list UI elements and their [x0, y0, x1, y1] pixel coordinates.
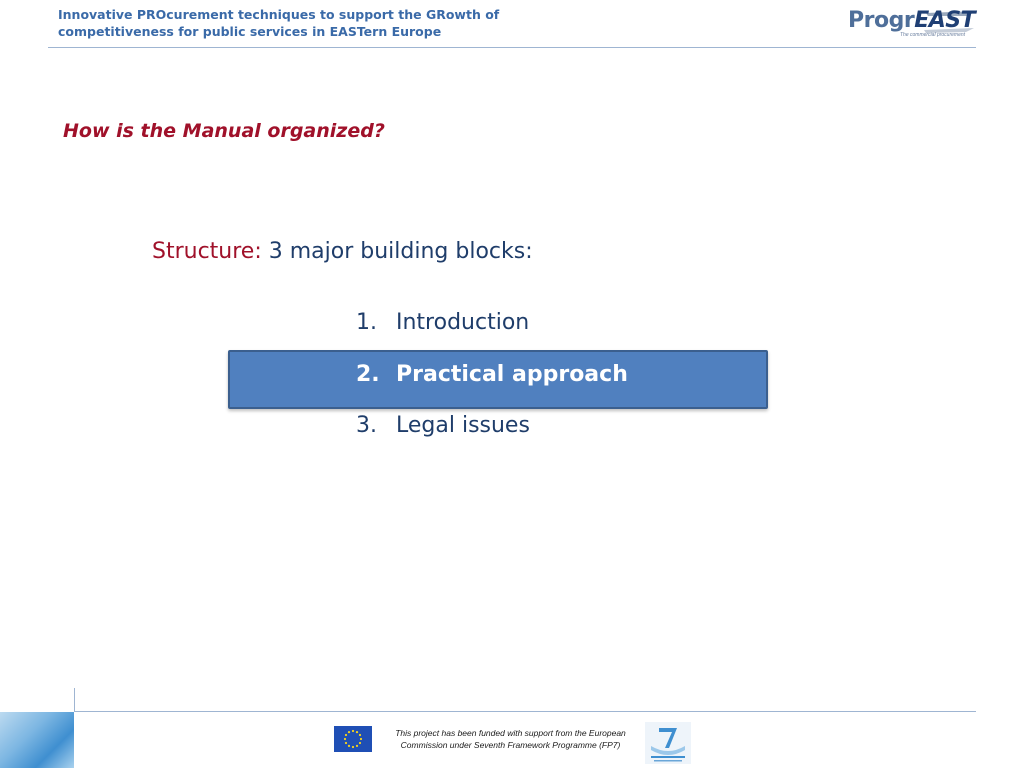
list-item-label: Legal issues — [396, 413, 530, 438]
project-title — [58, 6, 538, 40]
list-item-practical-approach — [356, 362, 628, 387]
logo-wordmark — [848, 8, 975, 33]
list-item-number: 1. — [356, 310, 377, 335]
list-item-legal-issues — [356, 413, 530, 438]
eu-flag-icon — [334, 726, 372, 752]
list-item-number: 3. — [356, 413, 377, 438]
funding-notice-line2: Commission under Seventh Framework Programme (FP7) — [400, 740, 621, 750]
structure-statement — [152, 239, 533, 264]
funding-notice-line1: This project has been funded with support from the European — [395, 728, 626, 738]
slide-heading: How is the Manual organized? — [63, 120, 385, 142]
footer-divider — [74, 711, 976, 712]
header-divider — [48, 47, 976, 48]
list-item-label: Practical approach — [396, 362, 628, 387]
logo-part1: Progr — [848, 8, 915, 33]
funding-notice — [378, 727, 643, 751]
list-item-label: Introduction — [396, 310, 530, 335]
list-item-number: 2. — [356, 362, 380, 387]
logo-tagline: The commercial procurement — [900, 32, 966, 38]
fp7-logo-icon — [645, 722, 691, 764]
logo-part2: EAST — [914, 8, 976, 33]
project-title-line1: Innovative PROcurement techniques to support the GRowth of — [58, 7, 500, 22]
structure-text: 3 major building blocks: — [268, 239, 533, 264]
footer-vertical-divider — [74, 688, 75, 712]
structure-label: Structure: — [152, 239, 262, 264]
footer-decorative-graphic — [0, 712, 74, 768]
list-item-introduction — [356, 310, 529, 335]
progreast-logo — [848, 8, 978, 42]
project-title-line2: competitiveness for public services in EASTern Europe — [58, 24, 442, 39]
